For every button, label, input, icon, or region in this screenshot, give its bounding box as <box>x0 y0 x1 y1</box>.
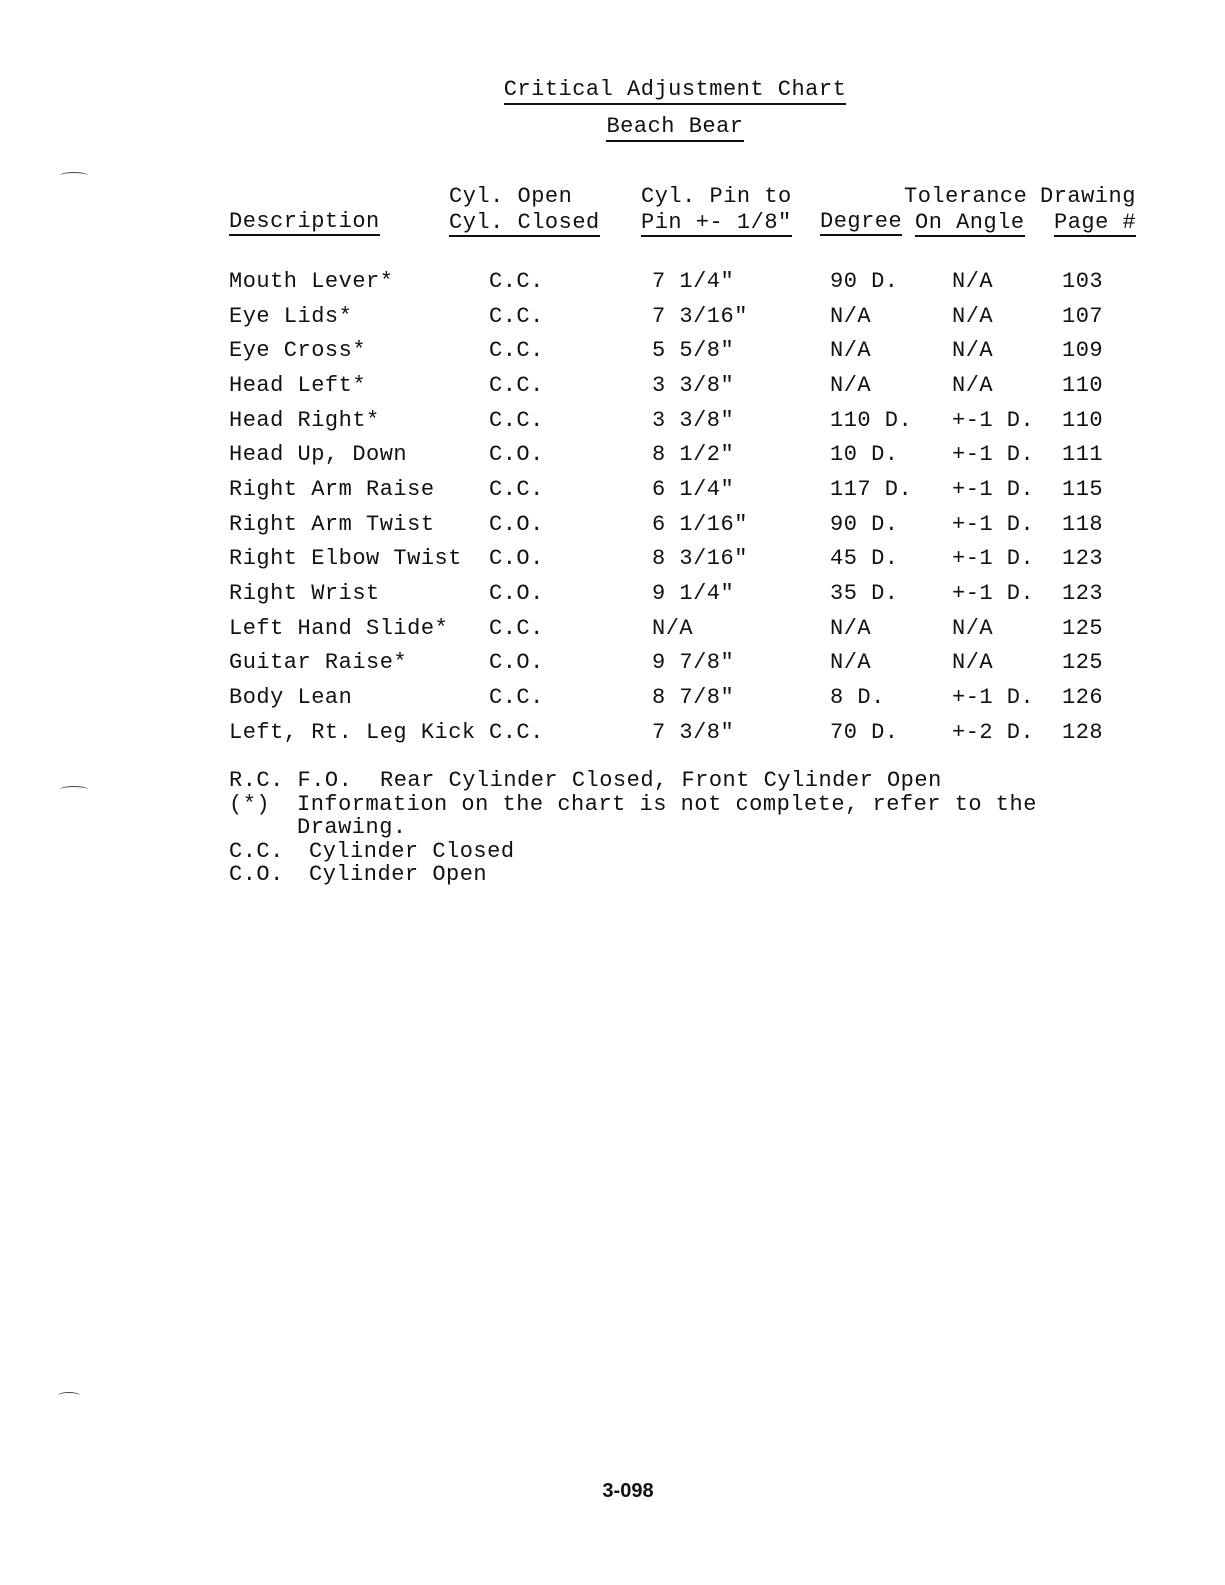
header-tolerance: Tolerance On Angle <box>904 184 1028 235</box>
description-cell: Head Left* <box>229 372 367 398</box>
tolerance-cell: +-1 D. <box>952 581 1035 607</box>
tolerance-cell: N/A <box>952 303 994 329</box>
cylinder-state-cell: C.C. <box>489 615 544 641</box>
page-cell: 110 <box>1062 372 1104 398</box>
table-row <box>229 403 1103 438</box>
tolerance-cell: +-1 D. <box>952 546 1035 572</box>
degree-cell: 35 D. <box>830 581 899 607</box>
description-cell: Right Elbow Twist <box>229 546 462 572</box>
legend-item <box>229 769 1037 793</box>
pin-length-cell: 8 1/2" <box>652 442 735 468</box>
legend-key: C.O. <box>229 862 284 887</box>
description-cell: Left, Rt. Leg Kick <box>229 719 476 745</box>
legend-key: R.C. F.O. <box>229 768 353 793</box>
pin-length-cell: 5 5/8" <box>652 338 735 364</box>
pin-length-cell: 6 1/16" <box>652 511 748 537</box>
degree-cell: N/A <box>830 650 872 676</box>
chart-title: Critical Adjustment Chart <box>0 77 1225 102</box>
degree-cell: 90 D. <box>830 268 899 294</box>
degree-cell: 90 D. <box>830 511 899 537</box>
scan-mark <box>60 786 88 793</box>
pin-length-cell: 7 3/8" <box>652 719 735 745</box>
tolerance-cell: N/A <box>952 615 994 641</box>
degree-cell: 70 D. <box>830 719 899 745</box>
legend-item-continuation <box>229 816 1037 840</box>
header-cyl-pin: Cyl. Pin to Pin +- 1/8" <box>641 184 792 235</box>
cylinder-state-cell: C.C. <box>489 338 544 364</box>
page-cell: 123 <box>1062 581 1104 607</box>
table-row <box>229 715 1103 750</box>
description-cell: Head Right* <box>229 407 380 433</box>
header-cyl-open-closed: Cyl. Open Cyl. Closed <box>449 184 600 235</box>
legend-text: Cylinder Closed <box>309 838 515 864</box>
page-cell: 110 <box>1062 407 1104 433</box>
description-cell: Head Up, Down <box>229 442 408 468</box>
legend-key: C.C. <box>229 838 284 864</box>
page-cell: 109 <box>1062 338 1104 364</box>
cylinder-state-cell: C.C. <box>489 476 544 502</box>
scan-mark <box>60 172 88 179</box>
table-row <box>229 264 1103 299</box>
tolerance-cell: +-1 D. <box>952 442 1035 468</box>
page-cell: 103 <box>1062 268 1104 294</box>
table-row <box>229 299 1103 334</box>
tolerance-cell: +-1 D. <box>952 511 1035 537</box>
legend-item <box>229 863 1037 887</box>
description-cell: Guitar Raise* <box>229 650 408 676</box>
tolerance-cell: +-1 D. <box>952 685 1035 711</box>
pin-length-cell: 8 3/16" <box>652 546 748 572</box>
cylinder-state-cell: C.O. <box>489 511 544 537</box>
legend-text: Cylinder Open <box>309 862 488 887</box>
legend-text: Rear Cylinder Closed, Front Cylinder Open <box>380 768 942 793</box>
degree-cell: 110 D. <box>830 407 913 433</box>
pin-length-cell: 9 7/8" <box>652 650 735 676</box>
cylinder-state-cell: C.C. <box>489 268 544 294</box>
degree-cell: 117 D. <box>830 476 913 502</box>
pin-length-cell: 3 3/8" <box>652 407 735 433</box>
description-cell: Right Wrist <box>229 581 380 607</box>
cylinder-state-cell: C.C. <box>489 719 544 745</box>
tolerance-cell: +-1 D. <box>952 476 1035 502</box>
page-cell: 126 <box>1062 685 1104 711</box>
description-cell: Eye Lids* <box>229 303 353 329</box>
degree-cell: 10 D. <box>830 442 899 468</box>
description-cell: Eye Cross* <box>229 338 367 364</box>
page-cell: 111 <box>1062 442 1104 468</box>
table-row <box>229 333 1103 368</box>
degree-cell: 45 D. <box>830 546 899 572</box>
page-number: 3-098 <box>602 1480 654 1502</box>
table-row <box>229 611 1103 646</box>
pin-length-cell: 7 1/4" <box>652 268 735 294</box>
page-cell: 125 <box>1062 615 1104 641</box>
table-row <box>229 507 1103 542</box>
degree-cell: N/A <box>830 303 872 329</box>
table-row <box>229 680 1103 715</box>
legend-item <box>229 840 1037 864</box>
cylinder-state-cell: C.O. <box>489 581 544 607</box>
tolerance-cell: N/A <box>952 338 994 364</box>
cylinder-state-cell: C.O. <box>489 442 544 468</box>
header-degree: Degree <box>820 209 903 234</box>
pin-length-cell: 9 1/4" <box>652 581 735 607</box>
table-row <box>229 472 1103 507</box>
table-row <box>229 542 1103 577</box>
cylinder-state-cell: C.O. <box>489 546 544 572</box>
header-drawing-page: Drawing Page # <box>1040 184 1137 235</box>
degree-cell: N/A <box>830 338 872 364</box>
pin-length-cell: 6 1/4" <box>652 476 735 502</box>
tolerance-cell: +-2 D. <box>952 719 1035 745</box>
header-description: Description <box>229 209 380 234</box>
adjustment-table <box>229 264 1103 750</box>
cylinder-state-cell: C.C. <box>489 407 544 433</box>
pin-length-cell: N/A <box>652 615 694 641</box>
description-cell: Mouth Lever* <box>229 268 394 294</box>
table-row <box>229 646 1103 681</box>
description-cell: Right Arm Twist <box>229 511 435 537</box>
legend-text: Drawing. <box>297 815 407 840</box>
tolerance-cell: N/A <box>952 650 994 676</box>
legend-notes <box>229 769 1037 887</box>
pin-length-cell: 8 7/8" <box>652 685 735 711</box>
legend-text: Information on the chart is not complete, refer to the <box>297 791 1037 817</box>
page-cell: 125 <box>1062 650 1104 676</box>
tolerance-cell: N/A <box>952 372 994 398</box>
chart-subtitle: Beach Bear <box>0 114 1225 139</box>
tolerance-cell: +-1 D. <box>952 407 1035 433</box>
description-cell: Body Lean <box>229 685 353 711</box>
cylinder-state-cell: C.C. <box>489 372 544 398</box>
tolerance-cell: N/A <box>952 268 994 294</box>
description-cell: Left Hand Slide* <box>229 615 449 641</box>
page-cell: 128 <box>1062 719 1104 745</box>
page-cell: 118 <box>1062 511 1104 537</box>
cylinder-state-cell: C.O. <box>489 650 544 676</box>
degree-cell: N/A <box>830 615 872 641</box>
cylinder-state-cell: C.C. <box>489 685 544 711</box>
page-cell: 115 <box>1062 476 1104 502</box>
page-cell: 107 <box>1062 303 1104 329</box>
pin-length-cell: 3 3/8" <box>652 372 735 398</box>
page-cell: 123 <box>1062 546 1104 572</box>
pin-length-cell: 7 3/16" <box>652 303 748 329</box>
degree-cell: 8 D. <box>830 685 885 711</box>
degree-cell: N/A <box>830 372 872 398</box>
table-row <box>229 437 1103 472</box>
legend-key: (*) <box>229 791 271 817</box>
cylinder-state-cell: C.C. <box>489 303 544 329</box>
table-row <box>229 576 1103 611</box>
description-cell: Right Arm Raise <box>229 476 435 502</box>
scan-mark <box>58 1392 80 1399</box>
table-row <box>229 368 1103 403</box>
legend-item <box>229 793 1037 817</box>
